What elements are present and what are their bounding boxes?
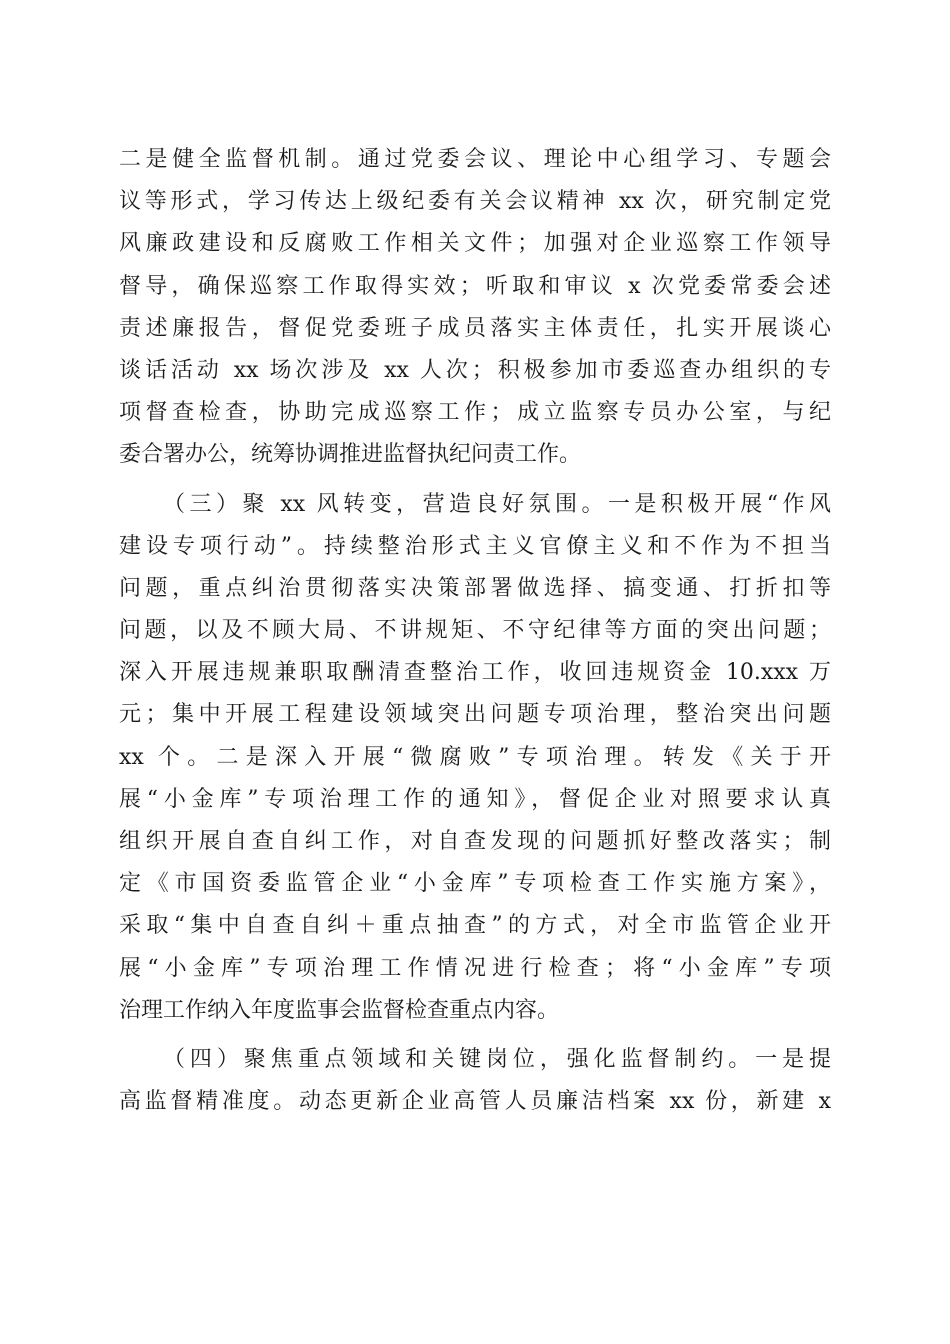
- paragraph-line: 二是健全监督机制。通过党委会议、理论中心组学习、专题会: [119, 147, 831, 172]
- paragraph-line: 委合署办公，统筹协调推进监督执纪问责工作。: [119, 442, 582, 468]
- paragraph-line: 展“小金库”专项治理工作情况进行检查；将“小金库”专项: [119, 955, 831, 981]
- paragraph-line: 深入开展违规兼职取酬清查整治工作，收回违规资金 10.xxx 万: [119, 660, 831, 686]
- document-body: [119, 139, 831, 1123]
- paragraph-line: 采取“集中自查自纠＋重点抽查”的方式，对全市监管企业开: [119, 913, 831, 939]
- paragraph-line: xx 个。二是深入开展“微腐败”专项治理。转发《关于开: [119, 744, 831, 770]
- paragraph-line: 风廉政建设和反腐败工作相关文件；加强对企业巡察工作领导: [119, 231, 831, 257]
- paragraph-line: 问题，重点纠治贯彻落实决策部署做选择、搞变通、打折扣等: [119, 575, 831, 601]
- paragraph-line: 项督查检查，协助完成巡察工作；成立监察专员办公室，与纪: [119, 400, 831, 426]
- paragraph-line: 展“小金库”专项治理工作的通知》，督促企业对照要求认真: [119, 786, 831, 812]
- paragraph-line: 元；集中开展工程建设领域突出问题专项治理，整治突出问题: [119, 702, 831, 728]
- paragraph-line: 高监督精准度。动态更新企业高管人员廉洁档案 xx 份，新建 x: [119, 1089, 831, 1115]
- section-heading-line: （四）聚焦重点领域和关键岗位，强化监督制约。一是提: [163, 1046, 831, 1072]
- section-heading-line: （三）聚 xx 风转变，营造良好氛围。一是积极开展“作风: [163, 491, 831, 517]
- paragraph-style-change-section: [119, 484, 831, 1032]
- paragraph-line: 督导，确保巡察工作取得实效；听取和审议 x 次党委常委会述: [119, 273, 831, 299]
- paragraph-spacer: [119, 1032, 831, 1039]
- paragraph-line: 建设专项行动”。持续整治形式主义官僚主义和不作为不担当: [119, 533, 831, 559]
- paragraph-line: 谈话活动 xx 场次涉及 xx 人次；积极参加市委巡查办组织的专: [119, 357, 831, 383]
- paragraph-line: 组织开展自查自纠工作，对自查发现的问题抓好整改落实；制: [119, 829, 831, 854]
- paragraph-spacer: [119, 477, 831, 484]
- paragraph-line: 问题，以及不顾大局、不讲规矩、不守纪律等方面的突出问题；: [119, 618, 831, 644]
- paragraph-line: 治理工作纳入年度监事会监督检查重点内容。: [119, 997, 560, 1023]
- paragraph-line: 议等形式，学习传达上级纪委有关会议精神 xx 次，研究制定党: [119, 189, 831, 215]
- paragraph-supervision-mechanism: [119, 139, 831, 477]
- paragraph-line: 定《市国资委监管企业“小金库”专项检查工作实施方案》，: [119, 871, 831, 897]
- paragraph-key-areas-section: [119, 1039, 831, 1123]
- paragraph-line: 责述廉报告，督促党委班子成员落实主体责任，扎实开展谈心: [119, 315, 831, 341]
